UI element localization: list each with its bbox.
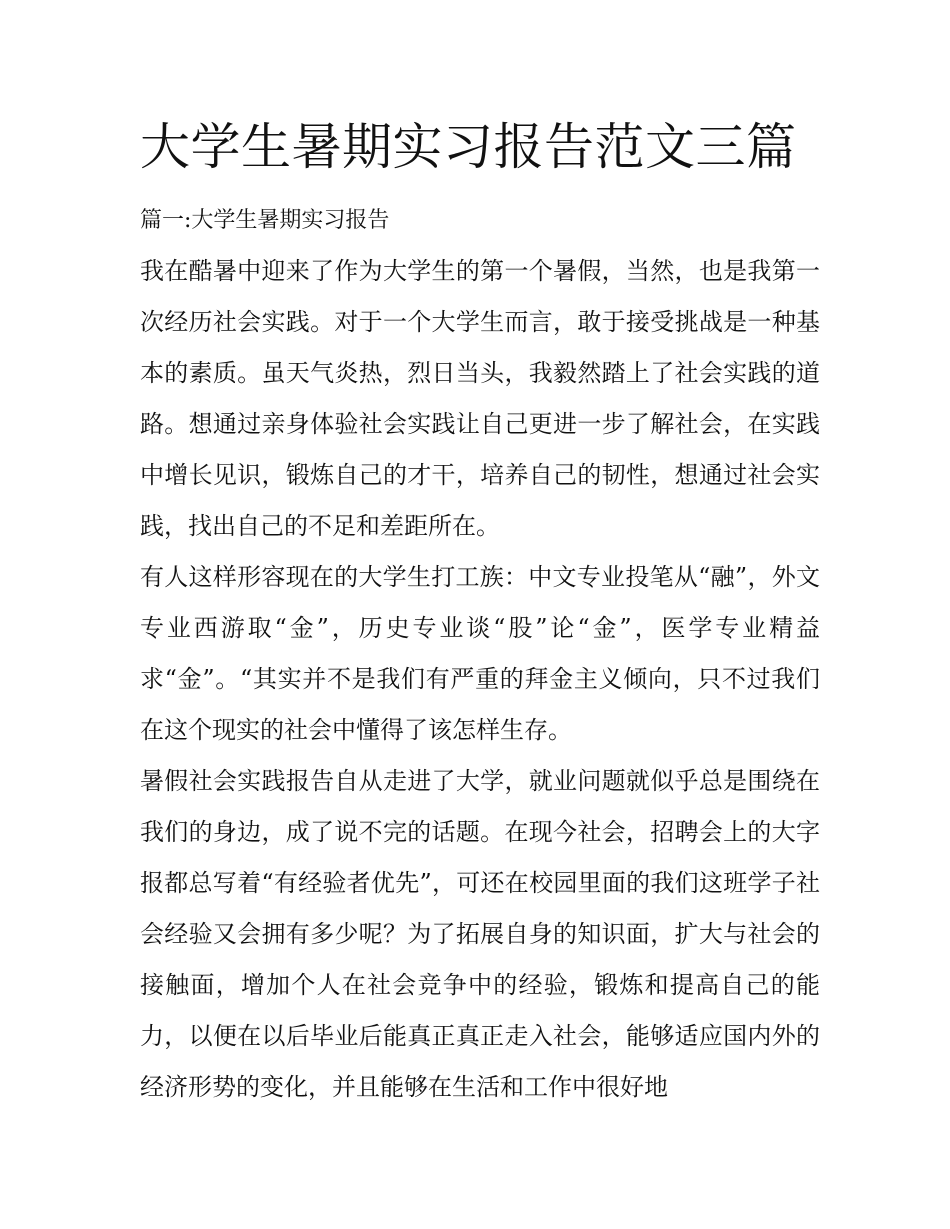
section-heading: 篇一:大学生暑期实习报告: [140, 208, 390, 233]
document-page: [140, 110, 820, 1113]
document-title: 大学生暑期实习报告范文三篇: [140, 118, 797, 176]
paragraph-2: 有人这样形容现在的大学生打工族：中文专业投笔从“融”，外文专业西游取“金”，历史专业谈“股”论“金”，医学专业精益求“金”。“其实并不是我们有严重的拜金主义倾向，只不过我们在这个现实的社会中懂得了该怎样生存。: [140, 563, 820, 744]
paragraph-1: 我在酷暑中迎来了作为大学生的第一个暑假，当然，也是我第一次经历社会实践。对于一个大学生而言，敢于接受挑战是一种基本的素质。虽天气炎热，烈日当头，我毅然踏上了社会实践的道路。想通过亲身体验社会实践让自己更进一步了解社会，在实践中增长见识，锻炼自己的才干，培养自己的韧性，想通过社会实践，找出自己的不足和差距所在。: [140, 257, 820, 540]
paragraph-3: 暑假社会实践报告自从走进了大学，就业问题就似乎总是围绕在我们的身边，成了说不完的话题。在现今社会，招聘会上的大字报都总写着“有经验者优先”，可还在校园里面的我们这班学子社会经验又会拥有多少呢？为了拓展自身的知识面，扩大与社会的接触面，增加个人在社会竞争中的经验，锻炼和提高自己的能力，以便在以后毕业后能真正真正走入社会，能够适应国内外的经济形势的变化，并且能够在生活和工作中很好地: [140, 767, 820, 1101]
